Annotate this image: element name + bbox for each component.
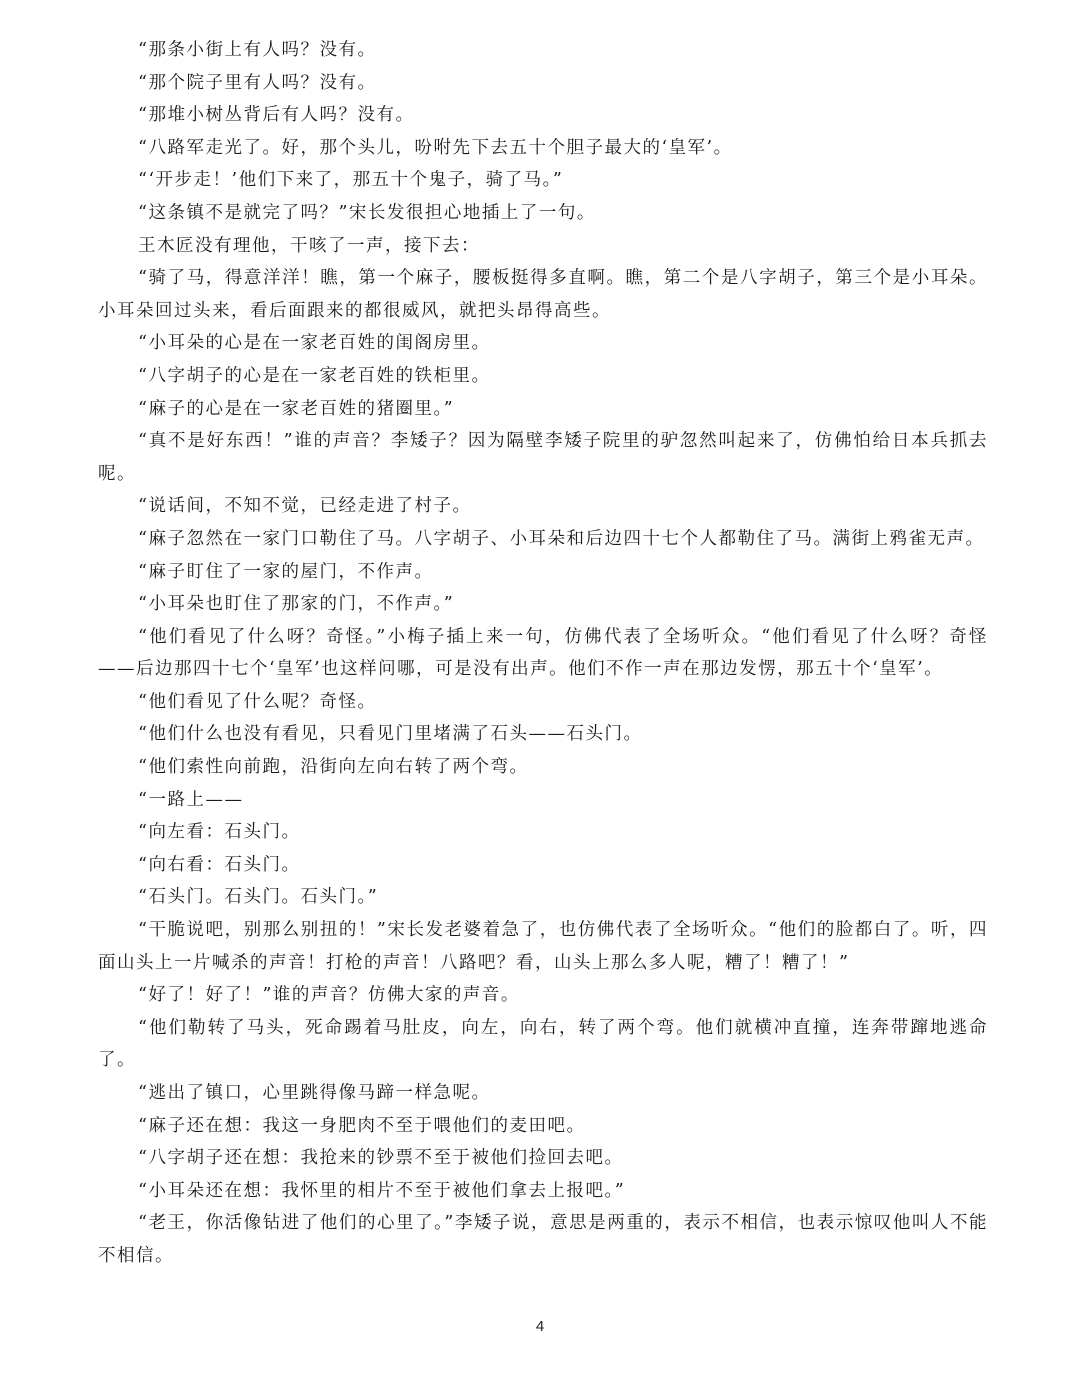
paragraph: “真不是好东西！”谁的声音？李矮子？因为隔壁李矮子院里的驴忽然叫起来了，仿佛怕给日本兵抓去呢。 — [98, 431, 988, 484]
paragraph: “他们勒转了马头，死命踢着马肚皮，向左，向右，转了两个弯。他们就横冲直撞，连奔带蹿地逃命了。 — [98, 1017, 988, 1071]
paragraph: “他们索性向前跑，沿街向左向右转了两个弯。 — [138, 757, 529, 778]
paragraph: “石头门。石头门。石头门。” — [138, 887, 379, 908]
paragraph: “小耳朵的心是在一家老百姓的闺阁房里。 — [138, 333, 491, 354]
paragraph: “八字胡子还在想：我抢来的钞票不至于被他们捡回去吧。 — [138, 1148, 624, 1169]
paragraph: “麻子还在想：我这一身肥肉不至于喂他们的麦田吧。 — [138, 1115, 586, 1136]
paragraph: “他们什么也没有看见，只看见门里堵满了石头——石头门。 — [138, 724, 643, 745]
paragraph: “好了！好了！”谁的声音？仿佛大家的声音。 — [138, 985, 520, 1006]
body-text — [98, 34, 988, 1273]
paragraph: “逃出了镇口，心里跳得像马蹄一样急呢。 — [138, 1083, 491, 1103]
paragraph: “一路上—— — [138, 789, 244, 810]
paragraph: “骑了马，得意洋洋！瞧，第一个麻子，腰板挺得多直啊。瞧，第二个是八字胡子，第三个是小耳朵。小耳朵回过头来，看后面跟来的都很威风，就把头昂得高些。 — [98, 268, 988, 321]
page-number: 4 — [535, 1318, 545, 1335]
paragraph: “小耳朵也盯住了那家的门，不作声。” — [138, 594, 455, 615]
paragraph: “那条小街上有人吗？没有。 — [138, 40, 377, 60]
paragraph: “他们看见了什么呢？奇怪。 — [138, 691, 377, 712]
paragraph: “‘开步走！’他们下来了，那五十个鬼子，骑了马。” — [138, 170, 564, 191]
paragraph: “向左看：石头门。 — [138, 822, 301, 843]
paragraph: “八字胡子的心是在一家老百姓的铁柜里。 — [138, 365, 491, 386]
paragraph: “向右看：石头门。 — [138, 854, 301, 875]
paragraph: “他们看见了什么呀？奇怪。”小梅子插上来一句，仿佛代表了全场听众。“他们看见了什么呀？奇怪——后边那四十七个‘皇军’也这样问哪，可是没有出声。他们不作一声在那边发愣，那五十个‘皇军’。 — [98, 626, 988, 680]
paragraph: “麻子盯住了一家的屋门，不作声。 — [138, 561, 434, 582]
paragraph: 王木匠没有理他，干咳了一声，接下去： — [138, 235, 480, 256]
paragraph: “干脆说吧，别那么别扭的！”宋长发老婆着急了，也仿佛代表了全场听众。“他们的脸都白了。听，四面山头上一片喊杀的声音！打枪的声音！八路吧？看，山头上那么多人呢，糟了！糟了！” — [98, 920, 988, 973]
paragraph: “那堆小树丛背后有人吗？没有。 — [138, 105, 415, 126]
paragraph: “这条镇不是就完了吗？”宋长发很担心地插上了一句。 — [138, 202, 596, 223]
paragraph: “那个院子里有人吗？没有。 — [138, 72, 377, 93]
paragraph: “老王，你活像钻进了他们的心里了。”李矮子说，意思是两重的，表示不相信，也表示惊叹他叫人不能不相信。 — [98, 1213, 988, 1266]
paragraph: “说话间，不知不觉，已经走进了村子。 — [138, 496, 472, 517]
paragraph: “小耳朵还在想：我怀里的相片不至于被他们拿去上报吧。” — [138, 1180, 626, 1201]
paragraph: “八路军走光了。好，那个头儿，吩咐先下去五十个胆子最大的‘皇军’。 — [138, 137, 733, 158]
paragraph: “麻子忽然在一家门口勒住了马。八字胡子、小耳朵和后边四十七个人都勒住了马。满街上鸦雀无声。 — [138, 528, 985, 549]
paragraph: “麻子的心是在一家老百姓的猪圈里。” — [138, 398, 455, 419]
